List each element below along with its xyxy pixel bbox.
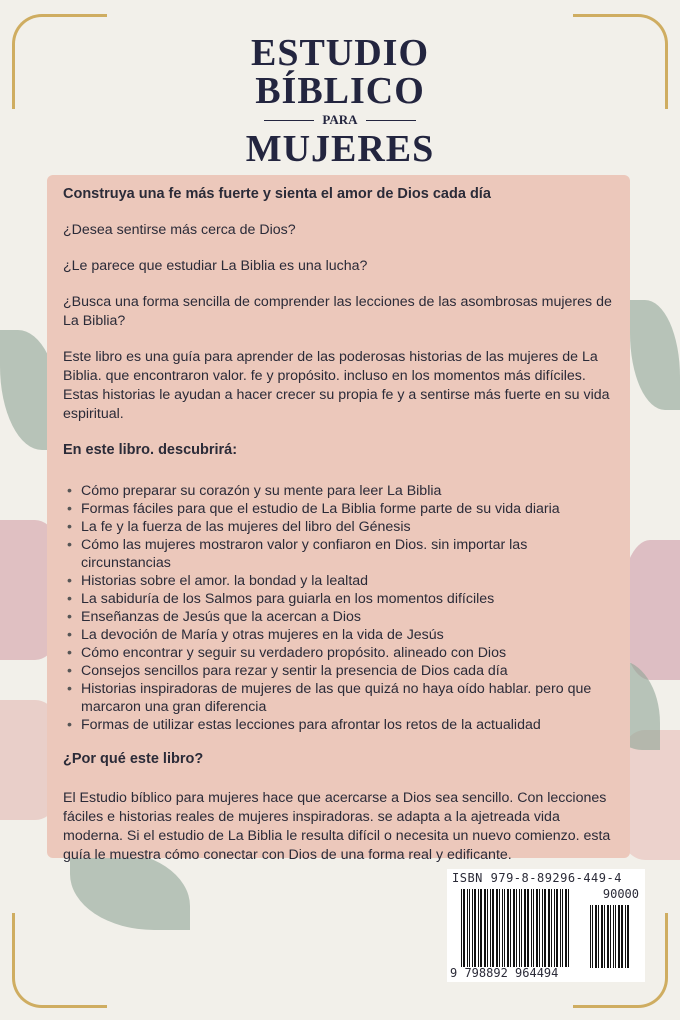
barcode-bar [463,889,465,967]
title-para-row [0,112,680,128]
barcode-bar [469,889,470,967]
barcode-bar [531,889,532,967]
question: ¿Le parece que estudiar La Biblia es una lucha? [63,258,368,274]
barcode-bar [615,905,616,968]
barcode-bar [484,889,486,967]
barcode-bar [472,889,473,967]
barcode-bar [490,889,491,967]
barcode-bar [607,905,609,968]
barcode-bar [598,905,599,968]
barcode-bar [618,905,620,968]
barcode-bar [544,889,546,967]
isbn-text: ISBN 979-8-89296-449-4 [452,871,622,885]
barcode-bar [604,905,605,968]
list-item: • Consejos sencillos para rezar y sentir la presencia de Dios cada día [81,662,614,680]
discover-heading: En este libro. descubrirá: [63,442,238,458]
barcode-bar [510,889,511,967]
list-item: • La sabiduría de los Salmos para guiarla en los momentos difíciles [81,590,614,608]
addon-barcode-bars [590,905,640,968]
barcode-bar [516,889,517,967]
barcode-bar [496,889,498,967]
barcode-bar [492,889,494,967]
barcode-bar [533,889,534,967]
barcode-bar [568,889,569,967]
list-item: • Cómo preparar su corazón y su mente para leer La Biblia [81,482,614,500]
why-heading: ¿Por qué este libro? [63,751,204,767]
barcode-bar [536,889,538,967]
question: ¿Desea sentirse más cerca de Dios? [63,222,296,238]
title-line-mujeres: MUJERES [245,128,435,170]
barcode-bar [595,905,597,968]
isbn-barcode [447,869,645,982]
barcode-bar [478,889,479,967]
barcode-bar [513,889,515,967]
barcode-bar [507,889,509,967]
barcode-bar [613,905,614,968]
ean-number: 9 798892 964494 [450,966,559,980]
barcode-bar [504,889,505,967]
headline: Construya una fe más fuerte y sienta el amor de Dios cada día [63,186,491,202]
barcode-bar [621,905,623,968]
list-item: • Cómo encontrar y seguir su verdadero propósito. alineado con Dios [81,644,614,662]
description-panel [47,175,630,863]
list-item: • Formas fáciles para que el estudio de La Biblia forme parte de su vida diaria [81,500,614,518]
list-item: • Historias sobre el amor. la bondad y la lealtad [81,572,614,590]
title-line-biblico: BÍBLICO [255,70,425,112]
book-title [0,34,680,168]
barcode-bar [539,889,540,967]
barcode-bar [551,889,552,967]
barcode-bar [542,889,543,967]
barcode-bar [625,905,626,968]
list-item: • La fe y la fuerza de las mujeres del libro del Génesis [81,518,614,536]
gold-corner-ornament [12,913,107,1008]
barcode-bar [467,889,468,967]
question: ¿Busca una forma sencilla de comprender las lecciones de las asombrosas mujeres de La Biblia? [63,294,612,329]
barcode-bar [592,905,593,968]
title-line-estudio: ESTUDIO [250,32,430,74]
barcode-bar [499,889,500,967]
barcode-bar [474,889,476,967]
barcode-bar [519,889,520,967]
price-code: 90000 [602,887,639,901]
divider [264,120,314,121]
barcode-bar [554,889,555,967]
barcode-bar [560,889,561,967]
list-item: • Formas de utilizar estas lecciones para afrontar los retos de la actualidad [81,716,614,734]
barcode-bar [610,905,611,968]
why-paragraph: El Estudio bíblico para mujeres hace que acercarse a Dios sea sencillo. Con lecciones fáciles e historias reales de mujeres inspiradoras. se adapta a la ajetreada vida moderna. Si el estudio de La Biblia le resulta difícil o necesita un nuevo comienzo. esta guía le muestra cómo conectar con Dios de una forma real y edificante. [63,790,611,863]
barcode-bar [565,889,567,967]
barcode-bar [548,889,550,967]
barcode-bar [556,889,558,967]
intro-paragraph: Este libro es una guía para aprender de las poderosas historias de las mujeres de La Biblia. que encontraron valor. fe y propósito. incluso en los momentos más difíciles. Estas historias le ayudan a hacer crecer su propia fe y a sentirse más fuerte en su vida espiritual. [63,349,610,422]
barcode-bar [627,905,629,968]
barcode-bar [601,905,603,968]
barcode-bar [521,889,522,967]
list-item: • La devoción de María y otras mujeres en la vida de Jesús [81,626,614,644]
divider [366,120,416,121]
barcode-bar [527,889,529,967]
barcode-bar [562,889,563,967]
title-line-para: PARA [322,112,358,127]
barcode-bar [590,905,591,968]
barcode-bar [480,889,482,967]
list-item: • Cómo las mujeres mostraron valor y confiaron en Dios. sin importar las circunstancias [81,536,614,572]
barcode-bars [461,889,577,967]
list-item: • Enseñanzas de Jesús que la acercan a Dios [81,608,614,626]
leaf-decoration [630,300,680,410]
barcode-bar [461,889,462,967]
barcode-bar [502,889,503,967]
barcode-bar [524,889,526,967]
list-item: • Historias inspiradoras de mujeres de las que quizá no haya oído hablar. pero que marcaron una gran diferencia [81,680,614,716]
benefits-list [63,482,614,734]
barcode-bar [487,889,488,967]
